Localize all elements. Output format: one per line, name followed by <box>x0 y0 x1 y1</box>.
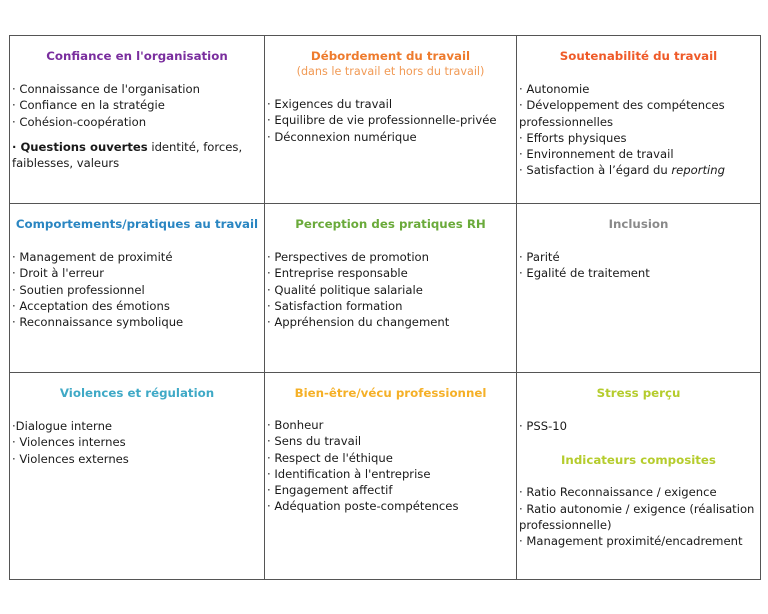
list-item: · Soutien professionnel <box>12 282 145 297</box>
list-item: · Développement des compétences professionnelles <box>519 98 725 129</box>
indicator-table <box>9 35 761 580</box>
list-item: · Appréhension du changement <box>267 315 450 330</box>
list-item <box>519 162 758 178</box>
open-questions-label: · Questions ouvertes <box>12 139 148 154</box>
list-item: · Efforts physiques <box>519 130 627 145</box>
list-item: · Egalité de traitement <box>519 266 650 281</box>
list-item: · Reconnaissance symbolique <box>12 315 184 330</box>
open-questions <box>12 139 262 172</box>
cell-stress-percu <box>517 373 760 579</box>
cell-comportements-pratiques <box>10 204 265 373</box>
list-item: · Qualité politique salariale <box>267 282 423 297</box>
list-item: · Environnement de travail <box>519 147 674 162</box>
list-item: · Violences internes <box>12 435 126 450</box>
cell-title: Débordement du travail <box>310 49 471 63</box>
list-item: · Connaissance de l'organisation <box>12 82 200 96</box>
list-item: · Droit à l'erreur <box>12 266 105 281</box>
cell-violences-regulation <box>10 373 265 579</box>
list-item: · Parité <box>519 250 560 264</box>
cell-perception-pratiques-rh <box>265 204 517 373</box>
list-item: · Perspectives de promotion <box>267 250 429 264</box>
cell-title: Confiance en l'organisation <box>46 49 228 63</box>
list-item: · Acceptation des émotions <box>12 298 170 313</box>
list-item-italic: reporting <box>671 163 725 178</box>
list-item: · Entreprise responsable <box>267 266 408 281</box>
list-item: · Equilibre de vie professionnelle-privée <box>267 113 497 128</box>
cell-title: Soutenabilité du travail <box>559 49 718 63</box>
cell-title: Perception des pratiques RH <box>295 217 486 231</box>
list-item: · Confiance en la stratégie <box>12 98 165 113</box>
cell-title: Comportements/pratiques au travail <box>15 217 259 231</box>
list-item: · Respect de l'éthique <box>267 450 393 465</box>
list-item: · Déconnexion numérique <box>267 129 417 144</box>
list-item: · Identification à l'entreprise <box>267 466 431 481</box>
list-item: · Autonomie <box>519 82 590 96</box>
list-item: · Management proximité/encadrement <box>519 534 743 549</box>
cell-bien-etre-vecu <box>265 373 517 579</box>
list-item-text: · Satisfaction à l’égard du <box>519 163 672 178</box>
list-item: · PSS-10 <box>519 419 568 433</box>
cell-title-composite: Indicateurs composites <box>561 453 716 468</box>
list-item: · Violences externes <box>12 451 129 466</box>
cell-debordement-travail <box>265 36 517 204</box>
cell-title: Stress perçu <box>596 386 681 400</box>
cell-subtitle: (dans le travail et hors du travail) <box>296 65 485 78</box>
list-item: · Ratio Reconnaissance / exigence <box>519 485 717 500</box>
list-item: · Satisfaction formation <box>267 298 403 313</box>
list-item: ·Dialogue interne <box>12 419 113 433</box>
cell-confiance-organisation <box>10 36 265 204</box>
cell-soutenabilite-travail <box>517 36 760 204</box>
open-questions-text: identité, forces, faiblesses, valeurs <box>12 139 243 171</box>
list-item: · Adéquation poste-compétences <box>267 499 459 514</box>
list-item: · Sens du travail <box>267 434 362 449</box>
list-item: · Management de proximité <box>12 250 173 264</box>
list-item: · Bonheur <box>267 418 324 432</box>
cell-title: Bien-être/vécu professionnel <box>294 386 487 400</box>
list-item: · Exigences du travail <box>267 97 393 111</box>
cell-inclusion <box>517 204 760 373</box>
cell-title: Violences et régulation <box>59 386 215 400</box>
cell-title: Inclusion <box>608 217 669 231</box>
list-item: · Cohésion-coopération <box>12 114 147 129</box>
list-item: · Ratio autonomie / exigence (réalisation professionnelle) <box>519 501 755 532</box>
list-item: · Engagement affectif <box>267 483 393 498</box>
